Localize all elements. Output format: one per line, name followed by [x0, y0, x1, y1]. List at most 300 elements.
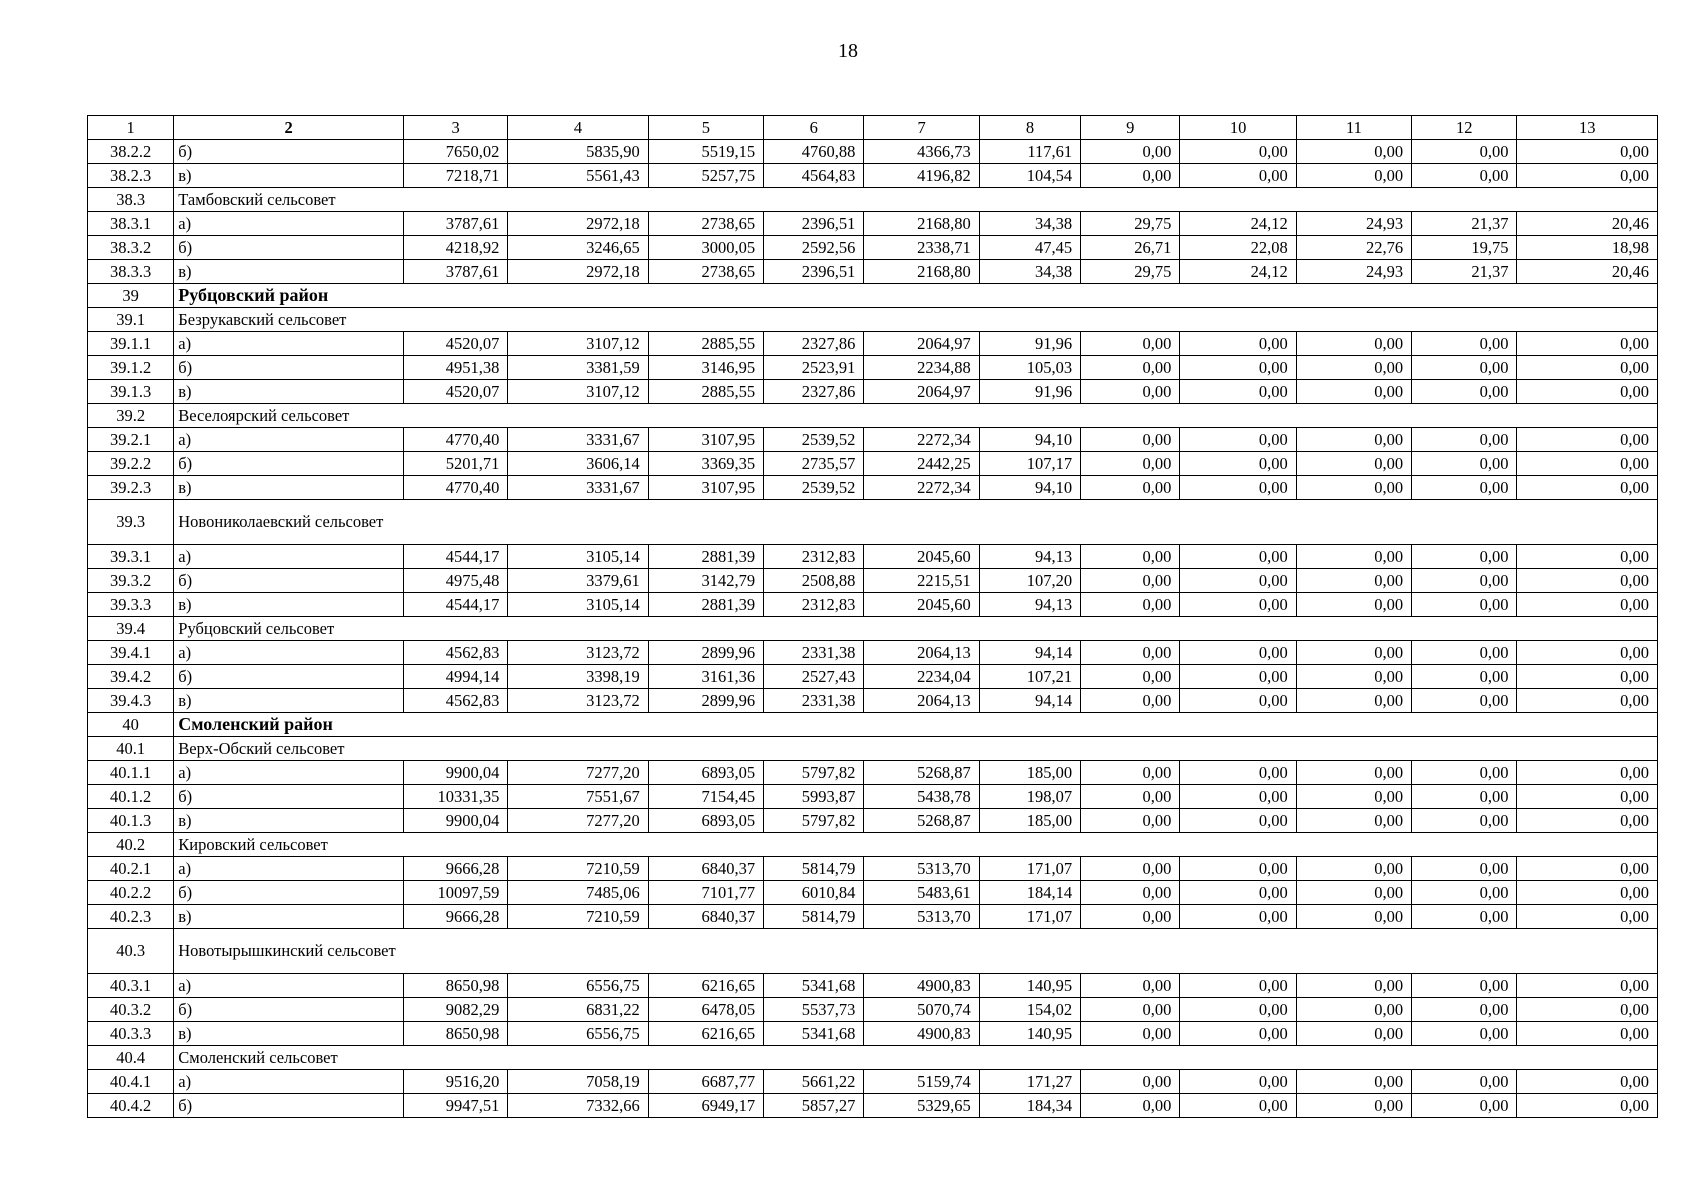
- table-row: [88, 380, 1658, 404]
- row-label: в): [174, 260, 404, 284]
- cell-col-6: 5537,73: [764, 998, 864, 1022]
- cell-col-10: 0,00: [1180, 809, 1296, 833]
- column-header-11: 11: [1296, 116, 1411, 140]
- cell-col-9: 0,00: [1081, 974, 1180, 998]
- cell-col-3: 4218,92: [403, 236, 507, 260]
- cell-col-12: 0,00: [1412, 905, 1517, 929]
- cell-col-5: 3000,05: [648, 236, 763, 260]
- row-code: 39.1.1: [88, 332, 174, 356]
- table-row: [88, 452, 1658, 476]
- cell-col-12: 0,00: [1412, 785, 1517, 809]
- cell-col-8: 104,54: [979, 164, 1080, 188]
- section-row: [88, 404, 1658, 428]
- cell-col-8: 94,10: [979, 428, 1080, 452]
- cell-col-13: 20,46: [1517, 260, 1658, 284]
- cell-col-3: 4770,40: [403, 428, 507, 452]
- cell-col-4: 6556,75: [508, 1022, 648, 1046]
- cell-col-10: 0,00: [1180, 569, 1296, 593]
- column-header-3: 3: [403, 116, 507, 140]
- row-label: в): [174, 476, 404, 500]
- cell-col-10: 0,00: [1180, 785, 1296, 809]
- cell-col-12: 0,00: [1412, 140, 1517, 164]
- row-label: б): [174, 998, 404, 1022]
- tariff-table: [87, 115, 1658, 1118]
- row-code: 40.2.1: [88, 857, 174, 881]
- cell-col-7: 5070,74: [864, 998, 979, 1022]
- cell-col-6: 2331,38: [764, 641, 864, 665]
- cell-col-6: 5814,79: [764, 857, 864, 881]
- cell-col-8: 117,61: [979, 140, 1080, 164]
- row-label: б): [174, 881, 404, 905]
- cell-col-6: 5797,82: [764, 809, 864, 833]
- row-code: 39.2: [88, 404, 174, 428]
- table-row: [88, 476, 1658, 500]
- cell-col-10: 0,00: [1180, 1094, 1296, 1118]
- cell-col-5: 3161,36: [648, 665, 763, 689]
- row-label: а): [174, 212, 404, 236]
- cell-col-9: 26,71: [1081, 236, 1180, 260]
- cell-col-8: 198,07: [979, 785, 1080, 809]
- cell-col-13: 20,46: [1517, 212, 1658, 236]
- cell-col-13: 0,00: [1517, 476, 1658, 500]
- cell-col-7: 4196,82: [864, 164, 979, 188]
- cell-col-4: 3107,12: [508, 380, 648, 404]
- row-code: 38.3.3: [88, 260, 174, 284]
- table-row: [88, 689, 1658, 713]
- cell-col-8: 105,03: [979, 356, 1080, 380]
- cell-col-13: 0,00: [1517, 761, 1658, 785]
- section-row: [88, 1046, 1658, 1070]
- cell-col-6: 2327,86: [764, 332, 864, 356]
- cell-col-7: 5313,70: [864, 905, 979, 929]
- row-code: 38.3.2: [88, 236, 174, 260]
- row-code: 39.1.3: [88, 380, 174, 404]
- council-name: Тамбовский сельсовет: [174, 188, 1658, 212]
- cell-col-9: 0,00: [1081, 476, 1180, 500]
- cell-col-10: 0,00: [1180, 545, 1296, 569]
- cell-col-12: 0,00: [1412, 164, 1517, 188]
- cell-col-13: 0,00: [1517, 332, 1658, 356]
- cell-col-3: 5201,71: [403, 452, 507, 476]
- council-name: Смоленский сельсовет: [174, 1046, 1658, 1070]
- cell-col-6: 4760,88: [764, 140, 864, 164]
- cell-col-12: 0,00: [1412, 380, 1517, 404]
- cell-col-6: 5797,82: [764, 761, 864, 785]
- cell-col-5: 2885,55: [648, 380, 763, 404]
- district-name: Рубцовский район: [174, 284, 1658, 308]
- table-row: [88, 212, 1658, 236]
- cell-col-13: 0,00: [1517, 356, 1658, 380]
- cell-col-7: 2234,04: [864, 665, 979, 689]
- table-row: [88, 164, 1658, 188]
- cell-col-7: 2064,97: [864, 380, 979, 404]
- row-code: 38.2.3: [88, 164, 174, 188]
- cell-col-4: 2972,18: [508, 260, 648, 284]
- row-code: 40.1: [88, 737, 174, 761]
- row-label: в): [174, 380, 404, 404]
- cell-col-5: 6893,05: [648, 809, 763, 833]
- cell-col-8: 140,95: [979, 974, 1080, 998]
- cell-col-5: 3146,95: [648, 356, 763, 380]
- cell-col-12: 0,00: [1412, 641, 1517, 665]
- cell-col-10: 0,00: [1180, 164, 1296, 188]
- row-code: 39.2.1: [88, 428, 174, 452]
- cell-col-13: 0,00: [1517, 974, 1658, 998]
- cell-col-3: 4562,83: [403, 689, 507, 713]
- table-row: [88, 1022, 1658, 1046]
- cell-col-13: 0,00: [1517, 689, 1658, 713]
- cell-col-6: 2331,38: [764, 689, 864, 713]
- cell-col-13: 0,00: [1517, 569, 1658, 593]
- row-code: 39.2.3: [88, 476, 174, 500]
- column-header-13: 13: [1517, 116, 1658, 140]
- cell-col-5: 3107,95: [648, 476, 763, 500]
- cell-col-12: 0,00: [1412, 356, 1517, 380]
- cell-col-13: 0,00: [1517, 857, 1658, 881]
- column-header-1: 1: [88, 116, 174, 140]
- cell-col-10: 0,00: [1180, 1070, 1296, 1094]
- row-code: 40.1.3: [88, 809, 174, 833]
- cell-col-4: 3246,65: [508, 236, 648, 260]
- cell-col-13: 0,00: [1517, 785, 1658, 809]
- cell-col-6: 2735,57: [764, 452, 864, 476]
- cell-col-11: 0,00: [1296, 332, 1411, 356]
- cell-col-5: 6216,65: [648, 974, 763, 998]
- table-row: [88, 1070, 1658, 1094]
- cell-col-4: 7332,66: [508, 1094, 648, 1118]
- cell-col-12: 0,00: [1412, 857, 1517, 881]
- cell-col-10: 0,00: [1180, 452, 1296, 476]
- cell-col-9: 0,00: [1081, 1022, 1180, 1046]
- cell-col-8: 140,95: [979, 1022, 1080, 1046]
- cell-col-8: 47,45: [979, 236, 1080, 260]
- cell-col-9: 0,00: [1081, 164, 1180, 188]
- cell-col-3: 4562,83: [403, 641, 507, 665]
- table-row: [88, 260, 1658, 284]
- cell-col-12: 0,00: [1412, 761, 1517, 785]
- cell-col-7: 5438,78: [864, 785, 979, 809]
- cell-col-13: 0,00: [1517, 641, 1658, 665]
- cell-col-9: 0,00: [1081, 140, 1180, 164]
- cell-col-5: 2881,39: [648, 593, 763, 617]
- cell-col-12: 21,37: [1412, 260, 1517, 284]
- row-code: 40.1.1: [88, 761, 174, 785]
- cell-col-6: 2527,43: [764, 665, 864, 689]
- cell-col-6: 6010,84: [764, 881, 864, 905]
- cell-col-5: 6840,37: [648, 857, 763, 881]
- cell-col-3: 4994,14: [403, 665, 507, 689]
- row-code: 38.3.1: [88, 212, 174, 236]
- cell-col-9: 0,00: [1081, 1094, 1180, 1118]
- cell-col-5: 5519,15: [648, 140, 763, 164]
- cell-col-13: 0,00: [1517, 665, 1658, 689]
- table-row: [88, 905, 1658, 929]
- cell-col-7: 2168,80: [864, 212, 979, 236]
- cell-col-11: 22,76: [1296, 236, 1411, 260]
- cell-col-11: 0,00: [1296, 545, 1411, 569]
- cell-col-6: 5661,22: [764, 1070, 864, 1094]
- cell-col-7: 5268,87: [864, 809, 979, 833]
- cell-col-8: 185,00: [979, 761, 1080, 785]
- section-row: [88, 188, 1658, 212]
- council-name: Новотырышкинский сельсовет: [174, 929, 1658, 974]
- cell-col-6: 2523,91: [764, 356, 864, 380]
- cell-col-3: 4520,07: [403, 332, 507, 356]
- cell-col-11: 0,00: [1296, 452, 1411, 476]
- section-row: [88, 500, 1658, 545]
- cell-col-8: 171,07: [979, 905, 1080, 929]
- cell-col-4: 6831,22: [508, 998, 648, 1022]
- table-row: [88, 974, 1658, 998]
- cell-col-3: 3787,61: [403, 260, 507, 284]
- cell-col-5: 3369,35: [648, 452, 763, 476]
- column-header-4: 4: [508, 116, 648, 140]
- row-label: в): [174, 809, 404, 833]
- row-label: б): [174, 785, 404, 809]
- cell-col-6: 5814,79: [764, 905, 864, 929]
- cell-col-13: 0,00: [1517, 998, 1658, 1022]
- cell-col-9: 0,00: [1081, 809, 1180, 833]
- section-row: [88, 617, 1658, 641]
- cell-col-6: 5857,27: [764, 1094, 864, 1118]
- cell-col-9: 29,75: [1081, 212, 1180, 236]
- cell-col-5: 2738,65: [648, 260, 763, 284]
- cell-col-9: 0,00: [1081, 689, 1180, 713]
- cell-col-11: 0,00: [1296, 140, 1411, 164]
- row-code: 40.3.1: [88, 974, 174, 998]
- cell-col-4: 7551,67: [508, 785, 648, 809]
- cell-col-4: 5561,43: [508, 164, 648, 188]
- cell-col-7: 2234,88: [864, 356, 979, 380]
- cell-col-4: 3331,67: [508, 428, 648, 452]
- district-row: [88, 713, 1658, 737]
- cell-col-11: 24,93: [1296, 260, 1411, 284]
- cell-col-10: 0,00: [1180, 974, 1296, 998]
- cell-col-4: 7058,19: [508, 1070, 648, 1094]
- section-row: [88, 308, 1658, 332]
- cell-col-9: 0,00: [1081, 428, 1180, 452]
- cell-col-11: 0,00: [1296, 809, 1411, 833]
- cell-col-11: 0,00: [1296, 857, 1411, 881]
- column-header-6: 6: [764, 116, 864, 140]
- council-name: Веселоярский сельсовет: [174, 404, 1658, 428]
- section-row: [88, 833, 1658, 857]
- cell-col-4: 5835,90: [508, 140, 648, 164]
- cell-col-3: 7650,02: [403, 140, 507, 164]
- cell-col-12: 0,00: [1412, 665, 1517, 689]
- column-header-5: 5: [648, 116, 763, 140]
- row-code: 39.4: [88, 617, 174, 641]
- cell-col-8: 185,00: [979, 809, 1080, 833]
- cell-col-7: 2442,25: [864, 452, 979, 476]
- cell-col-11: 0,00: [1296, 785, 1411, 809]
- row-code: 39.1: [88, 308, 174, 332]
- table-row: [88, 785, 1658, 809]
- cell-col-6: 2327,86: [764, 380, 864, 404]
- row-code: 38.2.2: [88, 140, 174, 164]
- cell-col-10: 0,00: [1180, 857, 1296, 881]
- cell-col-8: 171,27: [979, 1070, 1080, 1094]
- cell-col-10: 24,12: [1180, 260, 1296, 284]
- row-code: 39.2.2: [88, 452, 174, 476]
- cell-col-3: 4975,48: [403, 569, 507, 593]
- table-row: [88, 1094, 1658, 1118]
- cell-col-9: 0,00: [1081, 881, 1180, 905]
- cell-col-9: 0,00: [1081, 452, 1180, 476]
- row-code: 39.4.1: [88, 641, 174, 665]
- row-code: 39.1.2: [88, 356, 174, 380]
- cell-col-8: 94,10: [979, 476, 1080, 500]
- cell-col-4: 3105,14: [508, 593, 648, 617]
- page-number: 18: [838, 40, 858, 62]
- cell-col-5: 2899,96: [648, 641, 763, 665]
- row-code: 40.3: [88, 929, 174, 974]
- row-label: а): [174, 545, 404, 569]
- table-row: [88, 665, 1658, 689]
- row-label: а): [174, 761, 404, 785]
- cell-col-11: 0,00: [1296, 476, 1411, 500]
- cell-col-6: 2312,83: [764, 593, 864, 617]
- cell-col-3: 9666,28: [403, 857, 507, 881]
- cell-col-7: 4900,83: [864, 1022, 979, 1046]
- cell-col-8: 34,38: [979, 260, 1080, 284]
- cell-col-12: 0,00: [1412, 881, 1517, 905]
- cell-col-3: 4520,07: [403, 380, 507, 404]
- cell-col-9: 0,00: [1081, 380, 1180, 404]
- cell-col-6: 2539,52: [764, 428, 864, 452]
- cell-col-13: 0,00: [1517, 428, 1658, 452]
- cell-col-12: 0,00: [1412, 452, 1517, 476]
- cell-col-11: 0,00: [1296, 356, 1411, 380]
- cell-col-4: 3398,19: [508, 665, 648, 689]
- table-row: [88, 761, 1658, 785]
- row-label: а): [174, 641, 404, 665]
- cell-col-13: 0,00: [1517, 1022, 1658, 1046]
- cell-col-9: 0,00: [1081, 998, 1180, 1022]
- cell-col-3: 3787,61: [403, 212, 507, 236]
- council-name: Верх-Обский сельсовет: [174, 737, 1658, 761]
- cell-col-13: 18,98: [1517, 236, 1658, 260]
- row-label: б): [174, 1094, 404, 1118]
- row-code: 39.3.3: [88, 593, 174, 617]
- row-label: в): [174, 905, 404, 929]
- cell-col-10: 0,00: [1180, 998, 1296, 1022]
- cell-col-5: 2738,65: [648, 212, 763, 236]
- cell-col-9: 0,00: [1081, 593, 1180, 617]
- cell-col-10: 0,00: [1180, 905, 1296, 929]
- cell-col-3: 4544,17: [403, 593, 507, 617]
- row-label: б): [174, 140, 404, 164]
- cell-col-7: 2064,97: [864, 332, 979, 356]
- row-code: 40.4.1: [88, 1070, 174, 1094]
- cell-col-13: 0,00: [1517, 881, 1658, 905]
- row-code: 39.4.3: [88, 689, 174, 713]
- table-row: [88, 998, 1658, 1022]
- cell-col-6: 5341,68: [764, 974, 864, 998]
- cell-col-8: 107,17: [979, 452, 1080, 476]
- table-row: [88, 641, 1658, 665]
- row-code: 40.4.2: [88, 1094, 174, 1118]
- cell-col-8: 171,07: [979, 857, 1080, 881]
- cell-col-4: 3105,14: [508, 545, 648, 569]
- table-row: [88, 881, 1658, 905]
- cell-col-7: 2338,71: [864, 236, 979, 260]
- cell-col-7: 4900,83: [864, 974, 979, 998]
- cell-col-3: 4544,17: [403, 545, 507, 569]
- cell-col-11: 0,00: [1296, 998, 1411, 1022]
- cell-col-5: 7101,77: [648, 881, 763, 905]
- cell-col-11: 0,00: [1296, 761, 1411, 785]
- column-header-9: 9: [1081, 116, 1180, 140]
- cell-col-3: 9947,51: [403, 1094, 507, 1118]
- cell-col-8: 91,96: [979, 332, 1080, 356]
- cell-col-7: 2064,13: [864, 689, 979, 713]
- row-label: б): [174, 452, 404, 476]
- council-name: Кировский сельсовет: [174, 833, 1658, 857]
- row-code: 39.4.2: [88, 665, 174, 689]
- row-code: 40.2.2: [88, 881, 174, 905]
- cell-col-5: 3142,79: [648, 569, 763, 593]
- cell-col-9: 0,00: [1081, 761, 1180, 785]
- cell-col-11: 0,00: [1296, 1070, 1411, 1094]
- cell-col-10: 0,00: [1180, 593, 1296, 617]
- cell-col-10: 0,00: [1180, 1022, 1296, 1046]
- cell-col-3: 9516,20: [403, 1070, 507, 1094]
- cell-col-10: 0,00: [1180, 140, 1296, 164]
- table-row: [88, 140, 1658, 164]
- cell-col-12: 0,00: [1412, 1022, 1517, 1046]
- cell-col-4: 2972,18: [508, 212, 648, 236]
- cell-col-4: 6556,75: [508, 974, 648, 998]
- cell-col-10: 0,00: [1180, 881, 1296, 905]
- cell-col-9: 0,00: [1081, 905, 1180, 929]
- cell-col-10: 0,00: [1180, 641, 1296, 665]
- cell-col-3: 7218,71: [403, 164, 507, 188]
- cell-col-6: 2396,51: [764, 212, 864, 236]
- cell-col-5: 6216,65: [648, 1022, 763, 1046]
- cell-col-12: 19,75: [1412, 236, 1517, 260]
- cell-col-9: 0,00: [1081, 665, 1180, 689]
- cell-col-8: 94,13: [979, 545, 1080, 569]
- cell-col-8: 94,14: [979, 689, 1080, 713]
- cell-col-4: 7277,20: [508, 761, 648, 785]
- cell-col-4: 3606,14: [508, 452, 648, 476]
- cell-col-7: 5268,87: [864, 761, 979, 785]
- row-code: 40.3.3: [88, 1022, 174, 1046]
- cell-col-5: 3107,95: [648, 428, 763, 452]
- cell-col-11: 0,00: [1296, 569, 1411, 593]
- cell-col-5: 7154,45: [648, 785, 763, 809]
- cell-col-10: 0,00: [1180, 428, 1296, 452]
- cell-col-10: 22,08: [1180, 236, 1296, 260]
- cell-col-11: 0,00: [1296, 593, 1411, 617]
- cell-col-11: 0,00: [1296, 881, 1411, 905]
- cell-col-5: 6840,37: [648, 905, 763, 929]
- cell-col-10: 0,00: [1180, 476, 1296, 500]
- row-code: 39.3.2: [88, 569, 174, 593]
- cell-col-5: 2881,39: [648, 545, 763, 569]
- row-code: 40.2: [88, 833, 174, 857]
- cell-col-7: 5159,74: [864, 1070, 979, 1094]
- cell-col-6: 2592,56: [764, 236, 864, 260]
- table-row: [88, 356, 1658, 380]
- cell-col-4: 7210,59: [508, 857, 648, 881]
- cell-col-9: 0,00: [1081, 785, 1180, 809]
- cell-col-5: 2885,55: [648, 332, 763, 356]
- cell-col-4: 7277,20: [508, 809, 648, 833]
- cell-col-7: 5313,70: [864, 857, 979, 881]
- cell-col-10: 0,00: [1180, 689, 1296, 713]
